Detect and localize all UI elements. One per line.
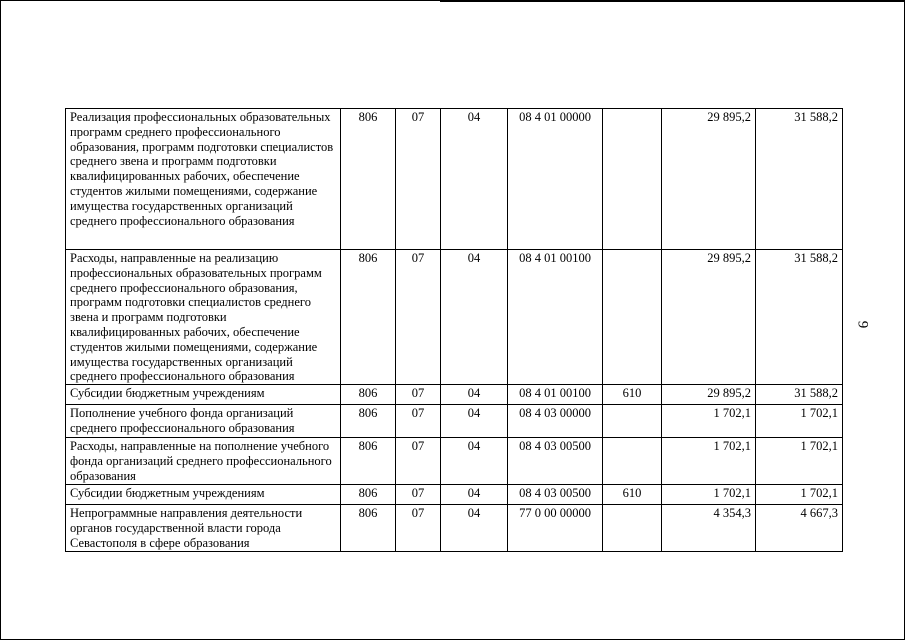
target-article: 08 4 01 00100 xyxy=(508,385,603,405)
section-code: 07 xyxy=(396,505,441,552)
subsection-code: 04 xyxy=(441,250,508,385)
expense-type xyxy=(603,250,662,385)
table-row xyxy=(66,505,843,552)
ministry-code: 806 xyxy=(341,109,396,250)
row-name: Субсидии бюджетным учреждениям xyxy=(66,485,341,505)
sum-year-2: 4 667,3 xyxy=(756,505,843,552)
table-row xyxy=(66,405,843,438)
row-name: Расходы, направленные на пополнение учебного фонда организаций среднего профессионального образования xyxy=(66,438,341,485)
section-code: 07 xyxy=(396,485,441,505)
expense-type xyxy=(603,438,662,485)
page-number: 9 xyxy=(854,320,871,329)
sum-year-2: 31 588,2 xyxy=(756,250,843,385)
section-code: 07 xyxy=(396,438,441,485)
sum-year-2: 1 702,1 xyxy=(756,405,843,438)
sum-year-2: 31 588,2 xyxy=(756,109,843,250)
budget-table xyxy=(65,108,843,552)
row-name: Расходы, направленные на реализацию профессиональных образовательных программ среднего профессионального образования, программ подготовки специалистов среднего звена и программ подготовки квалифицированных рабочих, обеспечение студентов жилыми помещениями, содержание имущества государственных организаций среднего профессионального образования xyxy=(66,250,341,385)
section-code: 07 xyxy=(396,109,441,250)
target-article: 08 4 03 00000 xyxy=(508,405,603,438)
table-body xyxy=(66,109,843,552)
sum-year-2: 1 702,1 xyxy=(756,485,843,505)
target-article: 08 4 01 00000 xyxy=(508,109,603,250)
table-row xyxy=(66,438,843,485)
sum-year-1: 1 702,1 xyxy=(662,485,756,505)
scan-edge xyxy=(440,0,905,2)
ministry-code: 806 xyxy=(341,505,396,552)
ministry-code: 806 xyxy=(341,385,396,405)
expense-type xyxy=(603,109,662,250)
target-article: 77 0 00 00000 xyxy=(508,505,603,552)
target-article: 08 4 03 00500 xyxy=(508,485,603,505)
subsection-code: 04 xyxy=(441,505,508,552)
target-article: 08 4 03 00500 xyxy=(508,438,603,485)
subsection-code: 04 xyxy=(441,438,508,485)
target-article: 08 4 01 00100 xyxy=(508,250,603,385)
ministry-code: 806 xyxy=(341,250,396,385)
row-name: Субсидии бюджетным учреждениям xyxy=(66,385,341,405)
expense-type xyxy=(603,505,662,552)
ministry-code: 806 xyxy=(341,438,396,485)
section-code: 07 xyxy=(396,385,441,405)
subsection-code: 04 xyxy=(441,485,508,505)
sum-year-2: 1 702,1 xyxy=(756,438,843,485)
table-row xyxy=(66,250,843,385)
row-name: Непрограммные направления деятельности органов государственной власти города Севастополя в сфере образования xyxy=(66,505,341,552)
row-name: Пополнение учебного фонда организаций среднего профессионального образования xyxy=(66,405,341,438)
sum-year-2: 31 588,2 xyxy=(756,385,843,405)
sum-year-1: 29 895,2 xyxy=(662,385,756,405)
row-name: Реализация профессиональных образовательных программ среднего профессионального образования, программ подготовки специалистов среднего звена и программ подготовки квалифицированных рабочих, обеспечение студентов жилыми помещениями, содержание имущества государственных организаций среднего профессионального образования xyxy=(66,109,341,250)
table-row xyxy=(66,385,843,405)
subsection-code: 04 xyxy=(441,385,508,405)
sum-year-1: 1 702,1 xyxy=(662,438,756,485)
sum-year-1: 29 895,2 xyxy=(662,109,756,250)
expense-type xyxy=(603,405,662,438)
sum-year-1: 29 895,2 xyxy=(662,250,756,385)
subsection-code: 04 xyxy=(441,405,508,438)
subsection-code: 04 xyxy=(441,109,508,250)
sum-year-1: 4 354,3 xyxy=(662,505,756,552)
ministry-code: 806 xyxy=(341,485,396,505)
section-code: 07 xyxy=(396,250,441,385)
table-row xyxy=(66,109,843,250)
sum-year-1: 1 702,1 xyxy=(662,405,756,438)
table-row xyxy=(66,485,843,505)
ministry-code: 806 xyxy=(341,405,396,438)
expense-type: 610 xyxy=(603,385,662,405)
section-code: 07 xyxy=(396,405,441,438)
expense-type: 610 xyxy=(603,485,662,505)
